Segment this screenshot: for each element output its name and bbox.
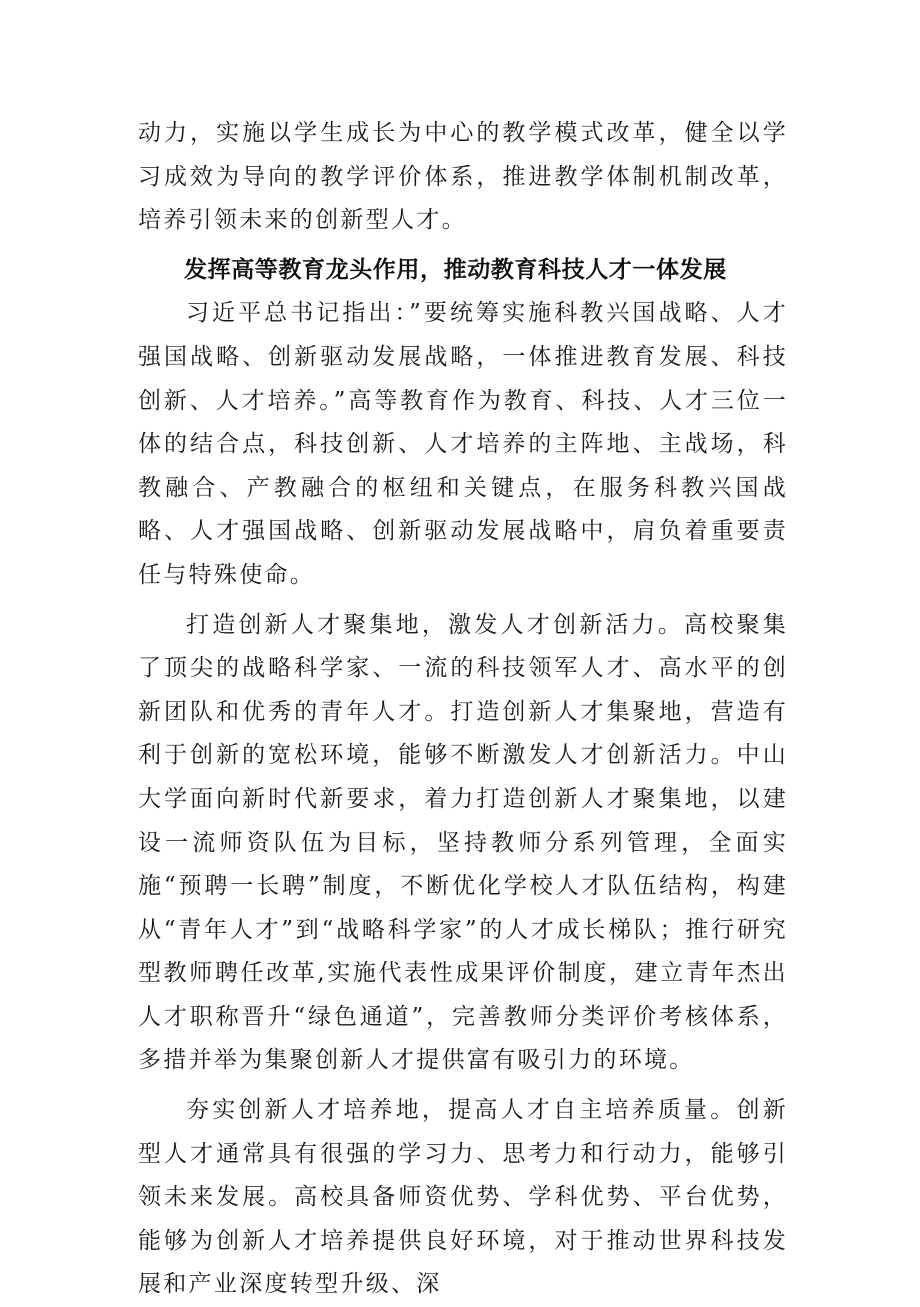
paragraph-continuation: 动力，实施以学生成长为中心的教学模式改革，健全以学习成效为导向的教学评价体系，推进教学体制机制改革，培养引领未来的创新型人才。 bbox=[138, 120, 788, 234]
section-heading: 发挥高等教育龙头作用，推动教育科技人才一体发展 bbox=[184, 256, 727, 283]
paragraph-quote: 习近平总书记指出：”要统筹实施科教兴国战略、人才强国战略、创新驱动发展战略，一体推进教育发展、科技创新、人才培养。”高等教育作为教育、科技、人才三位一体的结合点，科技创新、人才培养的主阵地、主战场，科教融合、产教融合的枢纽和关键点，在服务科教兴国战略、人才强国战略、创新驱动发展战略中，肩负着重要责任与特殊使命。 bbox=[138, 300, 788, 588]
document-page bbox=[138, 112, 788, 1307]
paragraph-talent-hub: 打造创新人才聚集地，激发人才创新活力。高校聚集了顶尖的战略科学家、一流的科技领军人才、高水平的创新团队和优秀的青年人才。打造创新人才集聚地，营造有利于创新的宽松环境，能够不断激发人才创新活力。中山大学面向新时代新要求，着力打造创新人才聚集地，以建设一流师资队伍为目标，坚持教师分系列管理，全面实施“预聘一长聘”制度，不断优化学校人才队伍结构，构建从“青年人才”到“战略科学家”的人才成长梯队；推行研究型教师聘任改革,实施代表性成果评价制度，建立青年杰出人才职称晋升“绿色通道”，完善教师分类评价考核体系，多措并举为集聚创新人才提供富有吸引力的环境。 bbox=[138, 611, 788, 1074]
paragraph-talent-cultivation: 夯实创新人才培养地，提高人才自主培养质量。创新型人才通常具有很强的学习力、思考力和行动力，能够引领未来发展。高校具备师资优势、学科优势、平台优势，能够为创新人才培养提供良好环境，对于推动世界科技发展和产业深度转型升级、深 bbox=[138, 1097, 788, 1298]
